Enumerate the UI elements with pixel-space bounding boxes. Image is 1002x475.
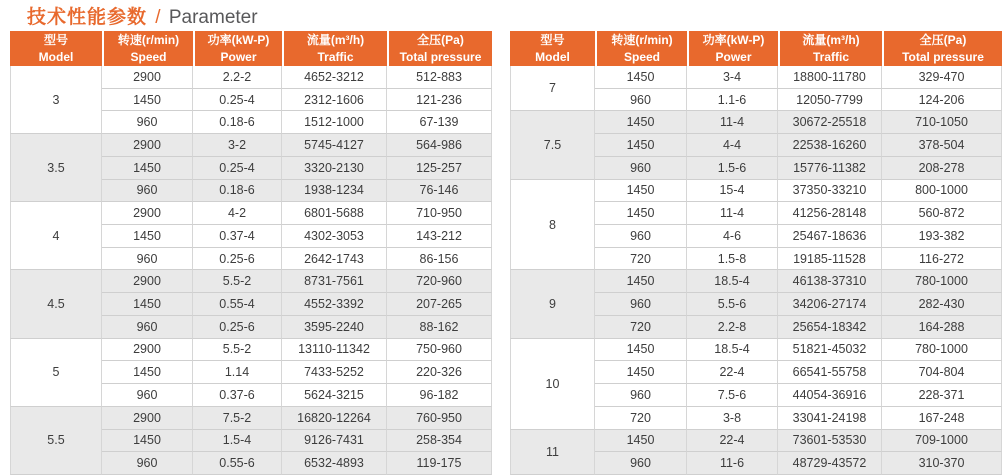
column-header-zh-label: 全压(Pa) [919,33,967,48]
speed-cell: 2900 [102,202,193,225]
table-row [10,66,492,89]
column-header-zh-label: 流量(m³/h) [802,33,860,48]
table-row [510,66,1002,89]
column-header-traffic [778,31,882,66]
pressure-cell: 116-272 [882,248,1002,271]
pressure-cell: 164-288 [882,316,1002,339]
power-cell: 5.5-6 [687,293,778,316]
traffic-cell: 12050-7799 [778,89,882,112]
speed-cell: 960 [102,452,193,475]
speed-cell: 960 [595,384,687,407]
speed-cell: 1450 [102,89,193,112]
table-row [510,111,1002,134]
page-title-zh: 技术性能参数 [27,7,148,28]
traffic-cell: 33041-24198 [778,407,882,430]
pressure-cell: 282-430 [882,293,1002,316]
pressure-cell: 193-382 [882,225,1002,248]
parameter-table-right [510,31,1002,475]
power-cell: 0.55-6 [193,452,282,475]
column-header-en-label: Power [220,49,257,64]
traffic-cell: 3595-2240 [282,316,387,339]
speed-cell: 720 [595,316,687,339]
speed-cell: 1450 [102,293,193,316]
power-cell: 2.2-2 [193,66,282,89]
model-cell: 11 [510,430,595,475]
column-header-power [193,31,282,66]
column-header-zh-label: 功率(kW-P) [207,33,270,48]
traffic-cell: 44054-36916 [778,384,882,407]
pressure-cell: 86-156 [387,248,492,271]
power-cell: 18.5-4 [687,339,778,362]
model-cell: 10 [510,339,595,430]
power-cell: 2.2-8 [687,316,778,339]
pressure-cell: 378-504 [882,134,1002,157]
column-header-zh-label: 型号 [540,33,565,48]
column-header-en-label: Traffic [317,49,354,64]
pressure-cell: 258-354 [387,430,492,453]
pressure-cell: 143-212 [387,225,492,248]
model-cell: 5 [10,339,102,407]
model-cell: 8 [510,180,595,271]
traffic-cell: 15776-11382 [778,157,882,180]
speed-cell: 2900 [102,134,193,157]
model-cell: 3 [10,66,102,134]
pressure-cell: 228-371 [882,384,1002,407]
power-cell: 0.25-4 [193,89,282,112]
speed-cell: 2900 [102,66,193,89]
power-cell: 0.37-4 [193,225,282,248]
page-title-divider: / [155,7,161,28]
traffic-cell: 25654-18342 [778,316,882,339]
pressure-cell: 704-804 [882,361,1002,384]
power-cell: 1.1-6 [687,89,778,112]
traffic-cell: 4652-3212 [282,66,387,89]
power-cell: 22-4 [687,361,778,384]
parameter-table-left [10,31,492,475]
model-group-7 [510,66,1002,111]
power-cell: 4-4 [687,134,778,157]
speed-cell: 1450 [102,225,193,248]
column-header-power [687,31,778,66]
traffic-cell: 22538-16260 [778,134,882,157]
pressure-cell: 760-950 [387,407,492,430]
model-cell: 4 [10,202,102,270]
power-cell: 15-4 [687,180,778,203]
pressure-cell: 780-1000 [882,339,1002,362]
pressure-cell: 67-139 [387,111,492,134]
traffic-cell: 37350-33210 [778,180,882,203]
speed-cell: 960 [102,180,193,203]
column-header-en-label: Model [38,49,74,64]
model-cell: 7.5 [510,111,595,179]
table-row [10,134,492,157]
speed-cell: 1450 [595,111,687,134]
pressure-cell: 710-950 [387,202,492,225]
pressure-cell: 512-883 [387,66,492,89]
speed-cell: 960 [595,452,687,475]
speed-cell: 1450 [595,202,687,225]
model-group-8 [510,180,1002,271]
pressure-cell: 124-206 [882,89,1002,112]
traffic-cell: 30672-25518 [778,111,882,134]
power-cell: 1.5-4 [193,430,282,453]
traffic-cell: 34206-27174 [778,293,882,316]
speed-cell: 1450 [595,361,687,384]
speed-cell: 1450 [595,180,687,203]
model-group-5.5 [10,407,492,475]
speed-cell: 960 [595,157,687,180]
pressure-cell: 329-470 [882,66,1002,89]
power-cell: 5.5-2 [193,339,282,362]
column-header-speed [102,31,193,66]
power-cell: 4-2 [193,202,282,225]
column-header-speed [595,31,687,66]
speed-cell: 1450 [102,157,193,180]
column-header-pressure [387,31,492,66]
speed-cell: 960 [595,89,687,112]
power-cell: 18.5-4 [687,270,778,293]
model-cell: 4.5 [10,270,102,338]
pressure-cell: 76-146 [387,180,492,203]
model-group-3 [10,66,492,134]
model-group-9 [510,270,1002,338]
speed-cell: 720 [595,407,687,430]
traffic-cell: 6801-5688 [282,202,387,225]
model-group-7.5 [510,111,1002,179]
speed-cell: 960 [595,225,687,248]
speed-cell: 720 [595,248,687,271]
pressure-cell: 167-248 [882,407,1002,430]
power-cell: 11-4 [687,202,778,225]
pressure-cell: 720-960 [387,270,492,293]
speed-cell: 1450 [102,430,193,453]
traffic-cell: 5745-4127 [282,134,387,157]
column-header-zh-label: 流量(m³/h) [306,33,365,48]
pressure-cell: 96-182 [387,384,492,407]
column-header-model [510,31,595,66]
traffic-cell: 2312-1606 [282,89,387,112]
speed-cell: 1450 [595,339,687,362]
power-cell: 0.18-6 [193,180,282,203]
traffic-cell: 2642-1743 [282,248,387,271]
pressure-cell: 125-257 [387,157,492,180]
power-cell: 22-4 [687,430,778,453]
model-cell: 7 [510,66,595,111]
power-cell: 7.5-2 [193,407,282,430]
table-row [10,202,492,225]
column-header-zh-label: 转速(r/min) [611,33,673,48]
speed-cell: 960 [595,293,687,316]
power-cell: 3-4 [687,66,778,89]
column-header-en-label: Speed [130,49,167,64]
traffic-cell: 66541-55758 [778,361,882,384]
speed-cell: 1450 [595,270,687,293]
traffic-cell: 5624-3215 [282,384,387,407]
pressure-cell: 750-960 [387,339,492,362]
traffic-cell: 3320-2130 [282,157,387,180]
table-row [510,180,1002,203]
pressure-cell: 800-1000 [882,180,1002,203]
traffic-cell: 73601-53530 [778,430,882,453]
power-cell: 0.25-6 [193,248,282,271]
pressure-cell: 780-1000 [882,270,1002,293]
page-title [27,2,258,29]
traffic-cell: 19185-11528 [778,248,882,271]
pressure-cell: 220-326 [387,361,492,384]
table-row [10,339,492,362]
column-header-zh-label: 型号 [43,33,68,48]
power-cell: 7.5-6 [687,384,778,407]
speed-cell: 1450 [595,66,687,89]
power-cell: 0.25-6 [193,316,282,339]
traffic-cell: 51821-45032 [778,339,882,362]
power-cell: 0.18-6 [193,111,282,134]
speed-cell: 960 [102,384,193,407]
power-cell: 0.25-4 [193,157,282,180]
power-cell: 3-2 [193,134,282,157]
traffic-cell: 1938-1234 [282,180,387,203]
power-cell: 1.5-6 [687,157,778,180]
table-row [10,407,492,430]
column-header-zh-label: 全压(Pa) [417,33,464,48]
pressure-cell: 709-1000 [882,430,1002,453]
model-cell: 5.5 [10,407,102,475]
traffic-cell: 16820-12264 [282,407,387,430]
table-row [510,339,1002,362]
speed-cell: 960 [102,316,193,339]
traffic-cell: 46138-37310 [778,270,882,293]
page-title-en: Parameter [168,7,258,28]
speed-cell: 1450 [595,430,687,453]
model-cell: 3.5 [10,134,102,202]
speed-cell: 2900 [102,339,193,362]
column-header-en-label: Traffic [812,49,849,64]
model-group-4 [10,202,492,270]
speed-cell: 2900 [102,407,193,430]
traffic-cell: 41256-28148 [778,202,882,225]
column-header-zh-label: 转速(r/min) [117,33,180,48]
column-header-en-label: Power [715,49,752,64]
column-header-en-label: Total pressure [902,49,984,64]
speed-cell: 960 [102,111,193,134]
table-row [10,270,492,293]
model-group-10 [510,339,1002,430]
power-cell: 4-6 [687,225,778,248]
traffic-cell: 8731-7561 [282,270,387,293]
power-cell: 11-4 [687,111,778,134]
pressure-cell: 121-236 [387,89,492,112]
speed-cell: 1450 [102,361,193,384]
power-cell: 11-6 [687,452,778,475]
column-header-pressure [882,31,1002,66]
model-group-5 [10,339,492,407]
traffic-cell: 6532-4893 [282,452,387,475]
traffic-cell: 48729-43572 [778,452,882,475]
pressure-cell: 564-986 [387,134,492,157]
table-row [510,430,1002,453]
column-header-traffic [282,31,387,66]
model-group-4.5 [10,270,492,338]
speed-cell: 960 [102,248,193,271]
power-cell: 0.37-6 [193,384,282,407]
traffic-cell: 9126-7431 [282,430,387,453]
pressure-cell: 710-1050 [882,111,1002,134]
pressure-cell: 208-278 [882,157,1002,180]
traffic-cell: 4552-3392 [282,293,387,316]
pressure-cell: 88-162 [387,316,492,339]
speed-cell: 1450 [595,134,687,157]
traffic-cell: 1512-1000 [282,111,387,134]
traffic-cell: 7433-5252 [282,361,387,384]
column-header-model [10,31,102,66]
traffic-cell: 4302-3053 [282,225,387,248]
model-group-3.5 [10,134,492,202]
column-header-en-label: Model [535,49,570,64]
power-cell: 5.5-2 [193,270,282,293]
traffic-cell: 13110-11342 [282,339,387,362]
header-row [510,31,1002,66]
power-cell: 1.5-8 [687,248,778,271]
traffic-cell: 25467-18636 [778,225,882,248]
table-row [510,270,1002,293]
traffic-cell: 18800-11780 [778,66,882,89]
power-cell: 1.14 [193,361,282,384]
pressure-cell: 207-265 [387,293,492,316]
pressure-cell: 119-175 [387,452,492,475]
column-header-en-label: Speed [623,49,660,64]
pressure-cell: 560-872 [882,202,1002,225]
model-group-11 [510,430,1002,475]
power-cell: 0.55-4 [193,293,282,316]
header-row [10,31,492,66]
power-cell: 3-8 [687,407,778,430]
column-header-en-label: Total pressure [399,49,482,64]
speed-cell: 2900 [102,270,193,293]
model-cell: 9 [510,270,595,338]
column-header-zh-label: 功率(kW-P) [702,33,765,48]
pressure-cell: 310-370 [882,452,1002,475]
